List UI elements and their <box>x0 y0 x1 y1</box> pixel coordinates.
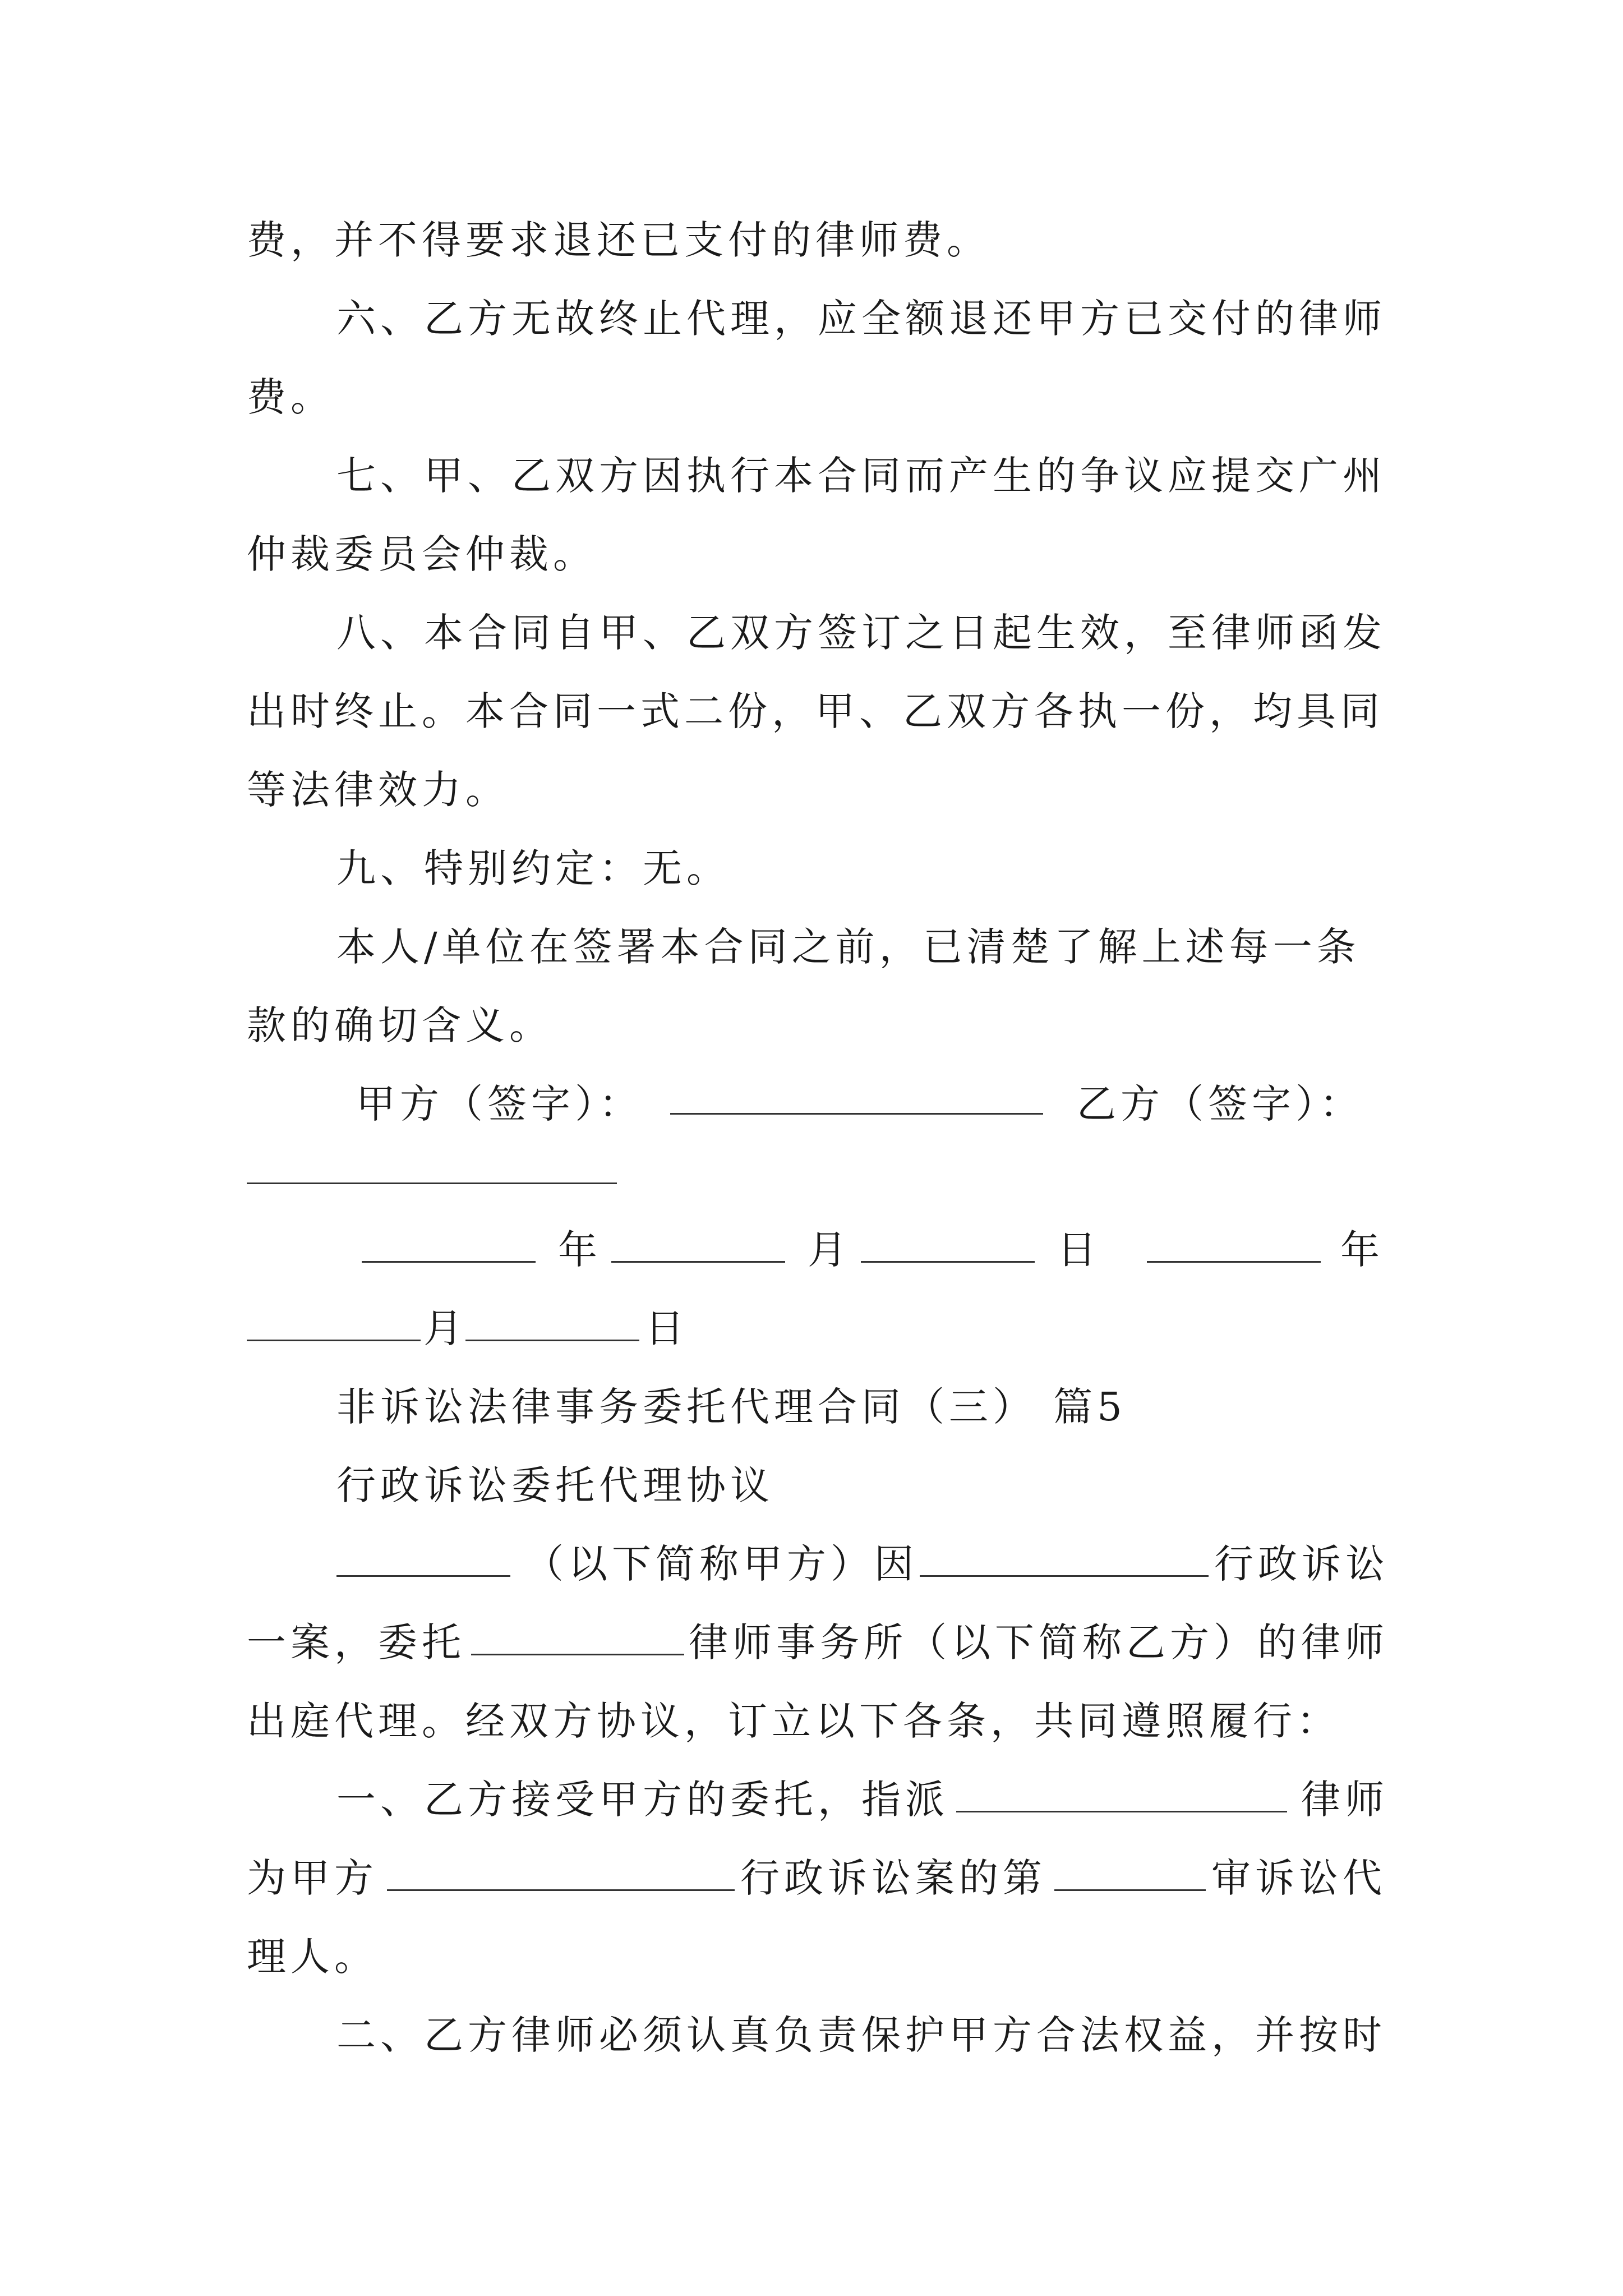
year-blank[interactable] <box>1147 1261 1321 1263</box>
paragraph-line: 行政诉讼 <box>1214 1541 1389 1587</box>
section-heading: 非诉讼法律事务委托代理合同（三） 篇5 <box>336 1384 1127 1430</box>
day-blank[interactable] <box>465 1340 639 1341</box>
paragraph-line: 费，并不得要求退还已支付的律师费。 <box>247 217 990 263</box>
paragraph-line: 费。 <box>247 374 334 420</box>
paragraph-line: （以下简称甲方）因 <box>524 1541 918 1587</box>
day-blank[interactable] <box>861 1261 1035 1263</box>
agreement-title: 行政诉讼委托代理协议 <box>336 1462 774 1508</box>
month-label: 月 <box>808 1227 851 1273</box>
party-a-signature-label: 甲方（签字）： <box>356 1081 643 1127</box>
year-blank[interactable] <box>362 1261 536 1263</box>
paragraph-line: 一案，委托 <box>247 1619 465 1665</box>
day-label: 日 <box>1057 1227 1101 1273</box>
paragraph-line: 出时终止。本合同一式二份，甲、乙双方各执一份，均具同 <box>247 688 1384 734</box>
paragraph-line: 款的确切含义。 <box>247 1002 553 1048</box>
paragraph-line: 等法律效力。 <box>247 767 509 813</box>
paragraph-line: 律师事务所（以下简称乙方）的律师 <box>689 1619 1389 1665</box>
day-label: 日 <box>645 1305 689 1351</box>
clause-seven: 七、甲、乙双方因执行本合同而产生的争议应提交广州 <box>336 453 1386 499</box>
clause-one: 一、乙方接受甲方的委托，指派 <box>336 1777 949 1823</box>
month-label: 月 <box>423 1305 467 1351</box>
paragraph-line: 审诉讼代 <box>1211 1855 1386 1901</box>
client-name-blank[interactable] <box>336 1575 510 1577</box>
law-firm-blank[interactable] <box>471 1654 684 1655</box>
party-a-signature-blank[interactable] <box>670 1113 1043 1115</box>
year-label: 年 <box>558 1227 602 1273</box>
trial-instance-blank[interactable] <box>1054 1889 1206 1891</box>
month-blank[interactable] <box>247 1340 421 1341</box>
paragraph-line: 出庭代理。经双方协议，订立以下各条，共同遵照履行： <box>247 1698 1340 1744</box>
party-b-signature-label: 乙方（签字）： <box>1077 1081 1363 1127</box>
case-blank[interactable] <box>387 1889 735 1891</box>
lawyer-name-blank[interactable] <box>956 1811 1287 1812</box>
paragraph-line: 理人。 <box>247 1934 378 1980</box>
paragraph-line: 律师 <box>1301 1777 1389 1823</box>
clause-two: 二、乙方律师必须认真负责保护甲方合法权益，并按时 <box>336 2012 1386 2058</box>
paragraph-line: 行政诉讼案的第 <box>740 1855 1046 1901</box>
year-label: 年 <box>1340 1227 1384 1273</box>
clause-nine: 九、特别约定：无。 <box>336 845 730 891</box>
paragraph-line: 仲裁委员会仲裁。 <box>247 531 597 577</box>
acknowledgement: 本人/单位在签署本合同之前，已清楚了解上述每一条 <box>336 924 1361 970</box>
clause-six: 六、乙方无故终止代理，应全额退还甲方已交付的律师 <box>336 296 1386 342</box>
clause-eight: 八、本合同自甲、乙双方签订之日起生效，至律师函发 <box>336 610 1386 656</box>
case-name-blank[interactable] <box>920 1575 1209 1577</box>
party-b-signature-blank[interactable] <box>247 1182 617 1184</box>
month-blank[interactable] <box>611 1261 785 1263</box>
paragraph-line: 为甲方 <box>247 1855 378 1901</box>
